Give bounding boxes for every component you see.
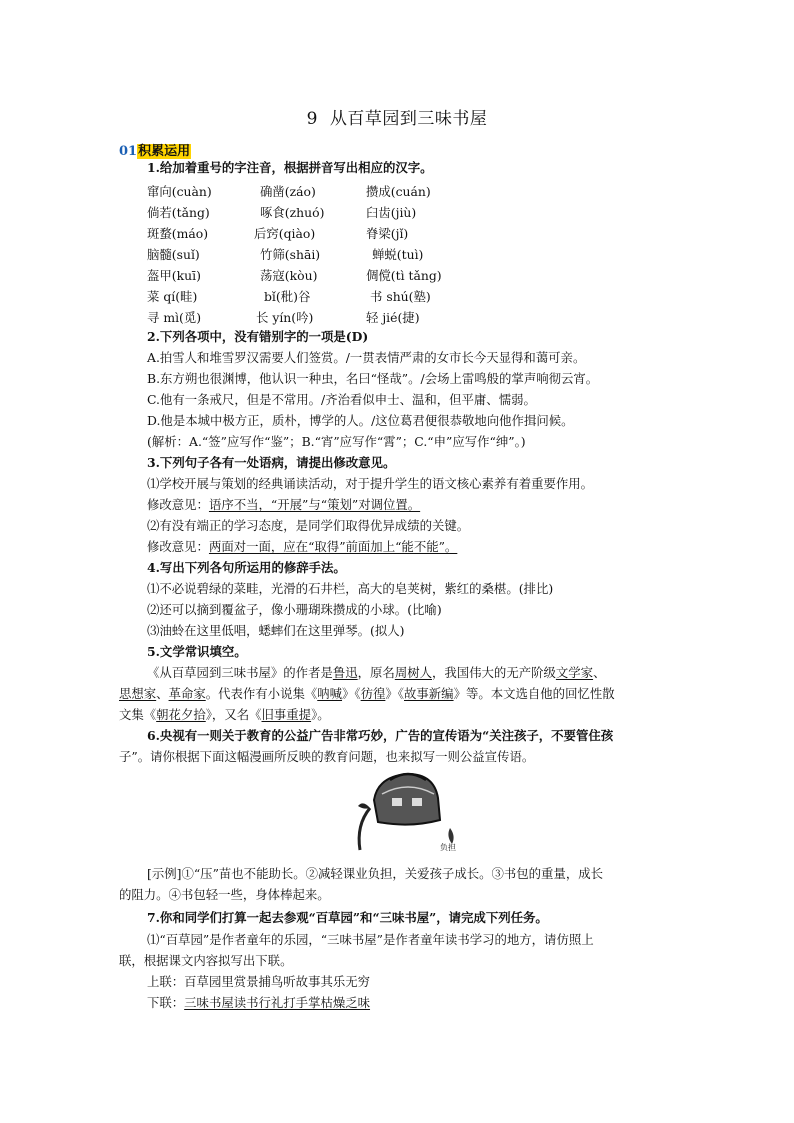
q1-cell: 脑髓(suǐ) bbox=[147, 247, 200, 262]
q3-sentence: ⑴学校开展与策划的经典诵读活动，对于提升学生的语文核心素养有着重要作用。 bbox=[147, 476, 594, 491]
q1-cell: 荡寇(kòu) bbox=[260, 268, 318, 283]
answer: 文学家 bbox=[555, 665, 594, 680]
answer: 故事新编 bbox=[404, 686, 454, 701]
page-title bbox=[0, 104, 794, 129]
upper-couplet bbox=[147, 974, 370, 990]
q4-item: ⑶油蛉在这里低唱，蟋蟀们在这里弹琴。(拟人) bbox=[147, 623, 405, 638]
q2-option: C.他有一条戒尺，但是不常用。/齐治看似申士、温和，但平庸、懦弱。 bbox=[147, 392, 536, 407]
text: 》《 bbox=[385, 686, 404, 701]
answer: 呐喊 bbox=[317, 686, 343, 701]
q4-prompt: 4.写出下列各句所运用的修辞手法。 bbox=[147, 560, 346, 575]
q6-answer-line2: 的阻力。④书包轻一些，身体棒起来。 bbox=[119, 887, 330, 902]
q4-item: ⑴不必说碧绿的菜畦，光滑的石井栏，高大的皂荚树，紫红的桑椹。(排比) bbox=[147, 581, 554, 596]
answer: 旧事重提 bbox=[261, 707, 312, 722]
lower-couplet bbox=[147, 995, 370, 1011]
q2-analysis: (解析：A.“签”应写作“鉴”；B.“宵”应写作“霄”；C.“申”应写作“绅”。) bbox=[147, 434, 526, 449]
q6-prompt-line1: 6.央视有一则关于教育的公益广告非常巧妙，广告的宣传语为“关注孩子，不要管住孩 bbox=[147, 728, 614, 743]
lower-answer: 三味书屋读书行礼打手掌枯燥乏味 bbox=[184, 995, 371, 1010]
lower-label: 下联： bbox=[147, 995, 185, 1010]
q1-cell: 倜傥(tì tǎng) bbox=[366, 268, 442, 283]
q1-prompt: 1.给加着重号的字注音，根据拼音写出相应的汉字。 bbox=[147, 160, 433, 175]
answer: 思想家 bbox=[119, 686, 157, 701]
text: 》等。本文选自他的回忆性散 bbox=[453, 686, 615, 701]
text: 、 bbox=[593, 665, 606, 680]
text: 》《 bbox=[342, 686, 361, 701]
q2-option: B.东方朔也很渊博，他认识一种虫，名曰“怪哉”。/会场上雷鸣般的掌声响彻云宵。 bbox=[147, 371, 599, 386]
q5-prompt: 5.文学常识填空。 bbox=[147, 644, 247, 659]
fix-answer: 两面对一面，应在“取得”前面加上“能不能”。 bbox=[208, 539, 458, 554]
q3-sentence: ⑵有没有端正的学习态度，是同学们取得优异成绩的关键。 bbox=[147, 518, 470, 533]
text: 、 bbox=[156, 686, 169, 701]
answer: 朝花夕拾 bbox=[156, 707, 206, 722]
q1-cell: bǐ(秕)谷 bbox=[264, 289, 311, 304]
q2-option: D.他是本城中极方正，质朴，博学的人。/这位葛君便很恭敬地向他作揖问候。 bbox=[147, 413, 574, 428]
q6-answer-line1: [示例]①“压”苗也不能助长。②减轻课业负担，关爱孩子成长。③书包的重量，成长 bbox=[147, 866, 604, 881]
q1-cell: 寻 mì(觅) bbox=[147, 310, 202, 325]
text: ，原名 bbox=[357, 665, 395, 680]
section-title: 积累运用 bbox=[138, 144, 191, 159]
section-number: 01 bbox=[119, 144, 138, 159]
q1-cell: 窜向(cuàn) bbox=[147, 184, 212, 199]
cartoon-caption: 负担 bbox=[440, 843, 456, 852]
text: 文集《 bbox=[119, 707, 157, 722]
text: ，我国伟大的无产阶级 bbox=[431, 665, 556, 680]
q2-prompt: 2.下列各项中，没有错别字的一项是(D) bbox=[147, 329, 369, 344]
q1-cell: 书 shú(塾) bbox=[370, 289, 431, 304]
text: 》，又名《 bbox=[205, 707, 262, 722]
q3-fix-line bbox=[147, 497, 420, 513]
q7-sub1-line1: ⑴“百草园”是作者童年的乐园，“三味书屋”是作者童年读书学习的地方，请仿照上 bbox=[147, 932, 594, 947]
upper-label: 上联： bbox=[147, 974, 185, 989]
q2-option: A.拍雪人和堆雪罗汉需要人们签赏。/一贯表情严肃的女市长今天显得和蔼可亲。 bbox=[147, 350, 586, 365]
q6-prompt-line2: 子”。请你根据下面这幅漫画所反映的教育问题，也来拟写一则公益宣传语。 bbox=[119, 749, 535, 764]
q7-sub1-line2: 联，根据课文内容拟写出下联。 bbox=[119, 953, 293, 968]
fix-label: 修改意见： bbox=[147, 539, 209, 554]
q7-prompt: 7.你和同学们打算一起去参观“百草园”和“三味书屋”，请完成下列任务。 bbox=[147, 910, 548, 925]
q1-cell: 臼齿(jiù) bbox=[366, 205, 417, 220]
answer: 周树人 bbox=[394, 665, 432, 680]
q3-fix-line bbox=[147, 539, 457, 555]
q1-cell: 确凿(záo) bbox=[260, 184, 316, 199]
q1-cell: 脊梁(jǐ) bbox=[366, 226, 409, 241]
answer: 彷徨 bbox=[360, 686, 386, 701]
fix-answer: 语序不当，“开展”与“策划”对调位置。 bbox=[208, 497, 421, 512]
lesson-number: 9 bbox=[306, 109, 318, 129]
q5-paragraph-line bbox=[119, 707, 330, 723]
upper-text: 百草园里赏景捕鸟听故事其乐无穷 bbox=[184, 974, 371, 989]
q4-item: ⑵还可以摘到覆盆子，像小珊瑚珠攒成的小球。(比喻) bbox=[147, 602, 442, 617]
lesson-title: 从百草园到三味书屋 bbox=[329, 109, 488, 129]
cartoon-illustration bbox=[330, 770, 470, 855]
text: 》。 bbox=[311, 707, 330, 722]
fix-label: 修改意见： bbox=[147, 497, 209, 512]
section-heading bbox=[119, 140, 191, 159]
q5-paragraph-line bbox=[119, 686, 615, 702]
text: 。代表作有小说集《 bbox=[205, 686, 318, 701]
q3-prompt: 3.下列句子各有一处语病，请提出修改意见。 bbox=[147, 455, 396, 470]
answer: 鲁迅 bbox=[332, 665, 358, 680]
q1-cell: 蝉蜕(tuì) bbox=[372, 247, 424, 262]
q1-cell: 后窍(qiào) bbox=[254, 226, 316, 241]
q5-paragraph-line bbox=[147, 665, 605, 681]
q1-cell: 轻 jié(捷) bbox=[366, 310, 420, 325]
answer: 革命家 bbox=[168, 686, 206, 701]
q1-cell: 斑蝥(máo) bbox=[147, 226, 209, 241]
q1-cell: 长 yín(吟) bbox=[256, 310, 314, 325]
q1-cell: 倘若(tǎng) bbox=[147, 205, 210, 220]
q1-cell: 竹筛(shāi) bbox=[260, 247, 321, 262]
q1-cell: 啄食(zhuó) bbox=[260, 205, 325, 220]
q1-cell: 菜 qí(畦) bbox=[147, 289, 198, 304]
q1-cell: 盔甲(kuī) bbox=[147, 268, 201, 283]
q1-cell: 攒成(cuán) bbox=[366, 184, 431, 199]
text: 《从百草园到三味书屋》的作者是 bbox=[147, 665, 333, 680]
